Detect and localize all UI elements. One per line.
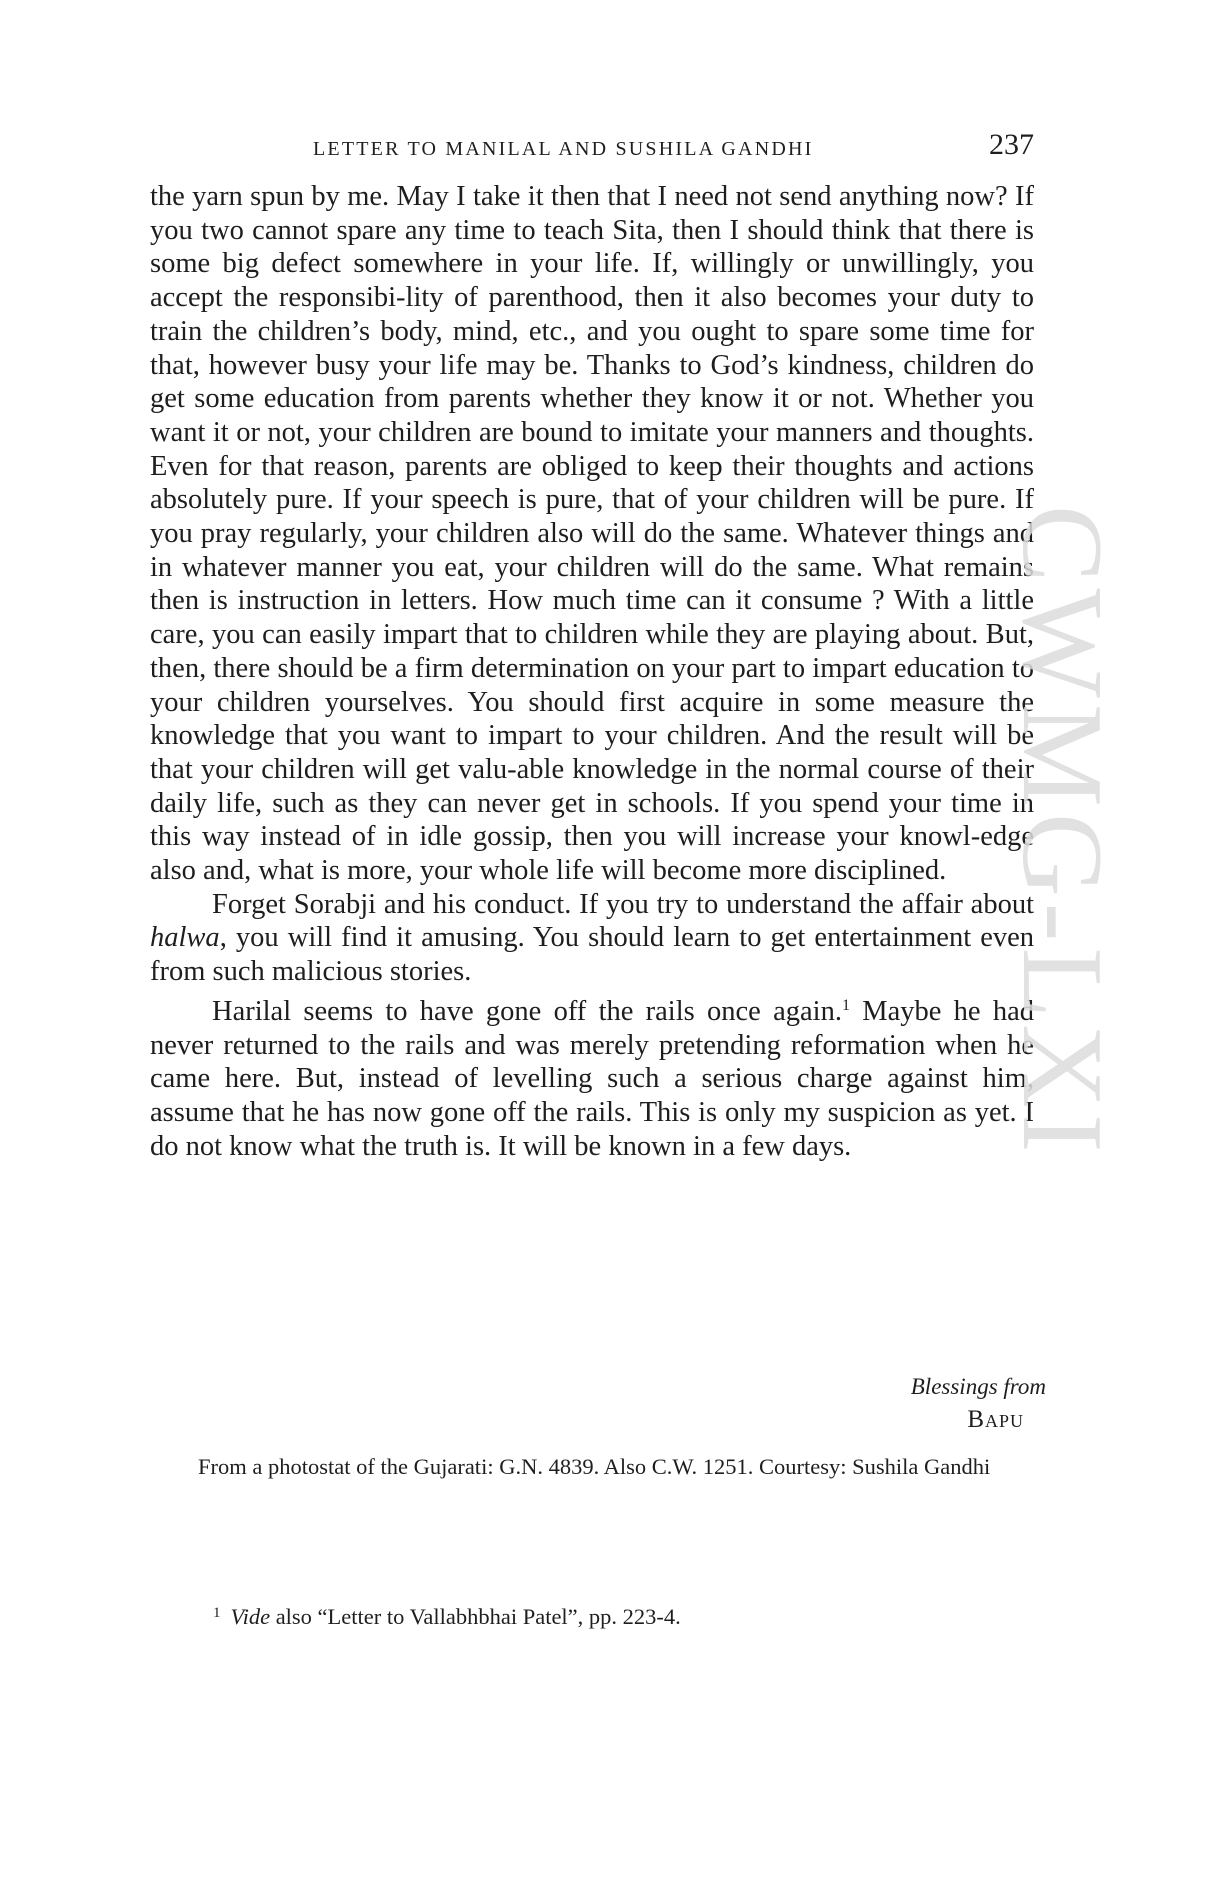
closing-block: [150, 1372, 1046, 1438]
paragraph-3-text-a: Harilal seems to have gone off the rails once again.: [212, 995, 842, 1027]
paragraph-2-text-a: Forget Sorabji and his conduct. If you try to understand the affair about: [212, 888, 1034, 920]
closing-salutation: Blessings from: [910, 1374, 1046, 1399]
paragraph-1: the yarn spun by me. May I take it then that I need not send anything now? If you two cannot spare any time to teach Sita, then I should think that there is some big defect somewhere in your life. If, willingly or unwillingly, you accept the responsibi-lity of parenthood, then it also becomes your duty to train the children’s body, mind, etc., and you ought to spare some time for that, however busy your life may be. Thanks to God’s kindness, children do get some education from parents whether they know it or not. Whether you want it or not, your children are bound to imitate your manners and thoughts. Even for that reason, parents are obliged to keep their thoughts and actions absolutely pure. If your speech is pure, that of your children will be pure. If you pray regularly, your children also will do the same. Whatever things and in whatever manner you eat, your children will do the same. What remains then is instruction in letters. How much time can it consume ? With a little care, you can easily impart that to children while they are playing about. But, then, there should be a firm determination on your part to impart education to your children yourselves. You should first acquire in some measure the knowledge that you want to impart to your children. And the result will be that your children will get valu-able knowledge in the normal course of their daily life, such as they can never get in schools. If you spend your time in this way instead of in idle gossip, then you will increase your knowl-edge also and, what is more, your whole life will become more disciplined.: [150, 181, 1034, 887]
page-number: 237: [989, 128, 1034, 161]
running-header: [150, 120, 1034, 160]
halwa-emphasis: halwa: [150, 922, 220, 954]
paragraph-3: [150, 989, 1034, 1164]
paragraph-2-text-b: , you will find it amusing. You should learn to get entertainment even from such malicious stories.: [150, 922, 1034, 988]
footnote: [213, 1598, 1013, 1632]
signature: Bapu: [967, 1406, 1024, 1433]
source-note: From a photostat of the Gujarati: G.N. 4839. Also C.W. 1251. Courtesy: Sushila Gandhi: [198, 1454, 991, 1479]
letter-body: [150, 180, 1034, 1163]
footnote-vide: Vide: [230, 1604, 271, 1629]
paragraph-3-text-b: Maybe he had never returned to the rails and was merely pretending reformation when he came here. But, instead of levelling such a serious charge against him, assume that he has now gone off the rails. This is only my suspicion as yet. I do not know what the truth is. It will be known in a few days.: [150, 995, 1034, 1162]
footnote-text: also “Letter to Vallabhbhai Patel”, pp. 223-4.: [270, 1604, 681, 1629]
running-title: LETTER TO MANILAL AND SUSHILA GANDHI: [313, 138, 814, 160]
watermark: CWMG-LXI: [998, 505, 1126, 1159]
paragraph-2: [150, 888, 1034, 989]
footnote-marker: 1: [213, 1605, 221, 1621]
footnote-reference: 1: [841, 996, 850, 1014]
